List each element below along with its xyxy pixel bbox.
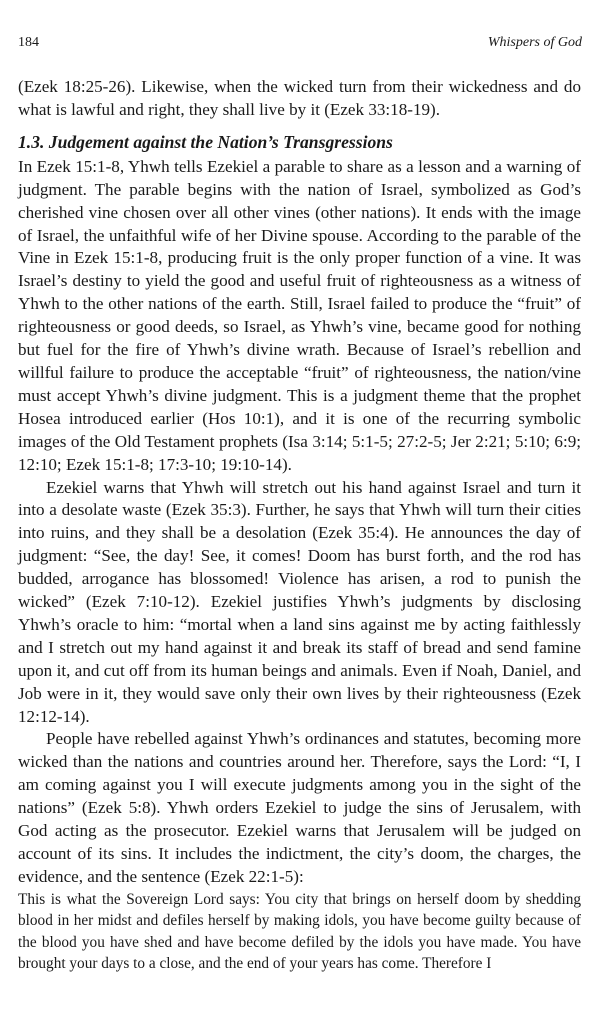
page-body — [18, 76, 581, 974]
section-heading: 1.3. Judgement against the Nation’s Transgressions — [18, 131, 393, 152]
paragraph-ezekiel-warns: Ezekiel warns that Yhwh will stretch out his hand against Israel and turn it into a desolate waste (Ezek 35:3). Further, he says that Yhwh will turn their cities into ruins, and they shall be a desolation (Ezek 35:4). He announces the day of judgment: “See, the day! See, it comes! Doom has burst forth, and the rod has budded, arrogance has blossomed! Violence has arisen, a rod to punish the wicked” (Ezek 7:10-12). Ezekiel justifies Yhwh’s judgments by disclosing Yhwh’s oracle to him: “mortal when a land sins against me by acting faithlessly and I stretch out my hand against it and break its staff of bread and send famine upon it, and cut off from its human beings and animals. Even if Noah, Daniel, and Job were in it, they would save only their own lives by their righteousness (Ezek 12:12-14). — [18, 477, 581, 726]
running-title: Whispers of God — [487, 35, 582, 50]
block-quote: This is what the Sovereign Lord says: You city that brings on herself doom by shedding blood in her midst and defiles herself by making idols, you have become guilty because of the blood you have shed and have become defiled by the idols you have made. You have brought your days to a close, and the end of your years has come. Therefore I — [18, 890, 581, 973]
continuation-paragraph: (Ezek 18:25-26). Likewise, when the wicked turn from their wickedness and do what is lawful and right, they shall live by it (Ezek 33:18-19). — [18, 77, 581, 119]
page-header — [18, 34, 582, 52]
paragraph-people-rebelled: People have rebelled against Yhwh’s ordinances and statutes, becoming more wicked than the nations and countries around her. Therefore, says the Lord: “I, I am coming against you I will execute judgments among you in the sight of the nations” (Ezek 5:8). Yhwh orders Ezekiel to judge the sins of Jerusalem, with God acting as the prosecutor. Ezekiel warns that Jerusalem will be judged on account of its sins. It includes the indictment, the city’s doom, the charges, the evidence, and the sentence (Ezek 22:1-5): — [18, 729, 581, 886]
page-number: 184 — [18, 35, 39, 50]
paragraph-vine-parable: In Ezek 15:1-8, Yhwh tells Ezekiel a parable to share as a lesson and a warning of judgment. The parable begins with the nation of Israel, symbolized as God’s cherished vine chosen over all other vines (other nations). It ends with the image of Israel, the unfaithful wife of her Divine spouse. According to the parable of the Vine in Ezek 15:1-8, producing fruit is the only proper function of a vine. It was Israel’s destiny to yield the good and useful fruit of righteousness as a witness of Yhwh to the other nations of the earth. Still, Israel failed to produce the “fruit” of righteousness or good deeds, so Israel, as Yhwh’s vine, became good for nothing but fuel for the fire of Yhwh’s divine wrath. Because of Israel’s rebellion and willful failure to produce the acceptable “fruit” of righteousness, the nation/vine must accept Yhwh’s divine judgment. This is a judgment theme that the prophet Hosea introduced earlier (Hos 10:1), and it is one of the recurring symbolic images of the Old Testament prophets (Isa 3:14; 5:1-5; 27:2-5; Jer 2:21; 5:10; 6:9; 12:10; Ezek 15:1-8; 17:3-10; 19:10-14). — [18, 156, 581, 474]
